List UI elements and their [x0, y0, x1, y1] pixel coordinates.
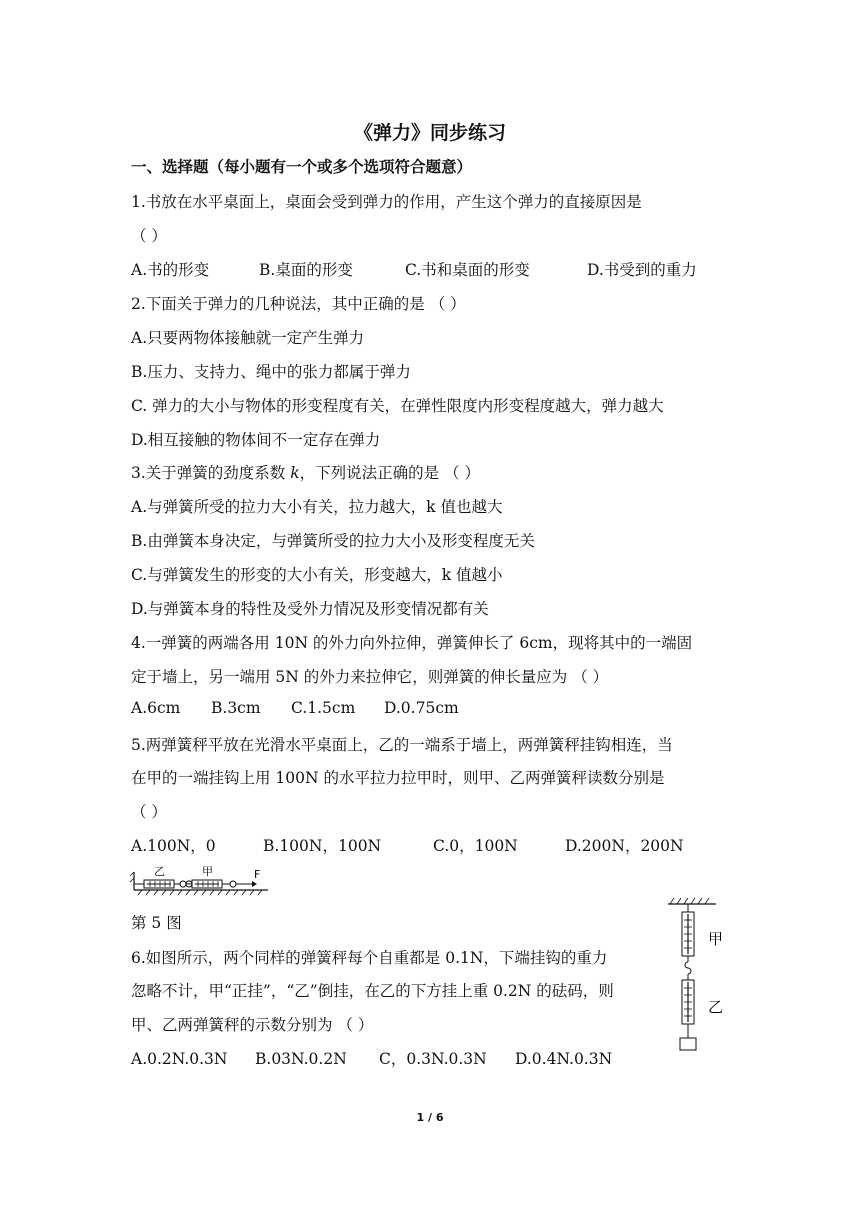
- figure-6-label-jia: 甲: [708, 930, 724, 948]
- figure-5-label-force: F: [254, 868, 261, 881]
- q4-line1: 4.一弹簧的两端各用 10N 的外力向外拉伸，弹簧伸长了 6cm，现将其中的一端固: [131, 634, 693, 652]
- q4-line2: 定于墙上，另一端用 5N 的外力来拉伸它，则弹簧的伸长量应为 （ ）: [131, 668, 609, 686]
- q5-answer-paren: （ ）: [131, 803, 167, 821]
- q4-options: [131, 699, 459, 717]
- q2-option-a: A.只要两物体接触就一定产生弹力: [131, 329, 365, 347]
- q2-stem: 2.下面关于弹力的几种说法，其中正确的是 （ ）: [131, 295, 466, 313]
- section-heading: 一、选择题（每小题有一个或多个选项符合题意）: [131, 157, 473, 176]
- figure-5-caption: 第 5 图: [131, 914, 182, 932]
- q3-option-b: B.由弹簧本身决定，与弹簧所受的拉力大小及形变程度无关: [131, 532, 535, 550]
- page-title: 《弹力》同步练习: [353, 122, 506, 144]
- page-number: 1 / 6: [416, 1111, 444, 1124]
- q5-options: [131, 834, 684, 856]
- q5-option-d: D.200N，200N: [565, 837, 684, 855]
- q6-option-d: D.0.4N.0.3N: [515, 1050, 613, 1068]
- q1-options: [131, 258, 697, 280]
- q3-stem: 3.关于弹簧的劲度系数 k，下列说法正确的是 （ ）: [131, 464, 480, 482]
- q2-option-d: D.相互接触的物体间不一定存在弹力: [131, 431, 381, 449]
- q1-option-c: C.书和桌面的形变: [405, 261, 530, 279]
- q1-answer-paren: （ ）: [131, 227, 167, 245]
- q5-line1: 5.两弹簧秤平放在光滑水平桌面上，乙的一端系于墙上，两弹簧秤挂钩相连，当: [131, 736, 673, 754]
- q4-option-d: D.0.75cm: [384, 699, 459, 717]
- figure-6-label-yi: 乙: [708, 998, 724, 1016]
- q6-option-c: C，0.3N.0.3N: [379, 1050, 487, 1068]
- q4-option-c: C.1.5cm: [291, 699, 356, 717]
- q6-line2: 忽略不计，甲“正挂”，“乙”倒挂，在乙的下方挂上重 0.2N 的砝码，则: [131, 982, 614, 1000]
- q3-option-d: D.与弹簧本身的特性及受外力情况及形变情况都有关: [131, 600, 489, 618]
- q4-option-a: A.6cm: [131, 699, 181, 717]
- q5-option-c: C.0，100N: [433, 837, 518, 855]
- q6-line1: 6.如图所示，两个同样的弹簧秤每个自重都是 0.1N，下端挂钩的重力: [131, 949, 608, 967]
- q1-option-a: A.书的形变: [131, 261, 210, 279]
- q6-options: [131, 1047, 612, 1069]
- q3-option-a: A.与弹簧所受的拉力大小有关，拉力越大，k 值也越大: [131, 498, 503, 516]
- figure-6-diagram: [664, 896, 736, 1056]
- q5-line2: 在甲的一端挂钩上用 100N 的水平拉力拉甲时，则甲、乙两弹簧秤读数分别是: [131, 769, 665, 787]
- q1-stem: 1.书放在水平桌面上，桌面会受到弹力的作用，产生这个弹力的直接原因是: [131, 193, 642, 211]
- q6-line3: 甲、乙两弹簧秤的示数分别为 （ ）: [131, 1016, 374, 1034]
- figure-5-diagram: [126, 860, 271, 898]
- q5-option-a: A.100N，0: [131, 837, 216, 855]
- figure-5-label-yi: 乙: [154, 865, 165, 878]
- q1-option-d: D.书受到的重力: [587, 261, 697, 279]
- q6-option-a: A.0.2N.0.3N: [131, 1050, 228, 1068]
- q2-option-b: B.压力、支持力、绳中的张力都属于弹力: [131, 363, 411, 381]
- figure-5-label-jia: 甲: [202, 865, 213, 878]
- q3-option-c: C.与弹簧发生的形变的大小有关，形变越大，k 值越小: [131, 566, 503, 584]
- q2-option-c: C. 弹力的大小与物体的形变程度有关，在弹性限度内形变程度越大，弹力越大: [131, 397, 664, 415]
- q5-option-b: B.100N，100N: [263, 837, 382, 855]
- q6-option-b: B.03N.0.2N: [255, 1050, 347, 1068]
- q1-option-b: B.桌面的形变: [259, 261, 353, 279]
- q4-option-b: B.3cm: [211, 699, 261, 717]
